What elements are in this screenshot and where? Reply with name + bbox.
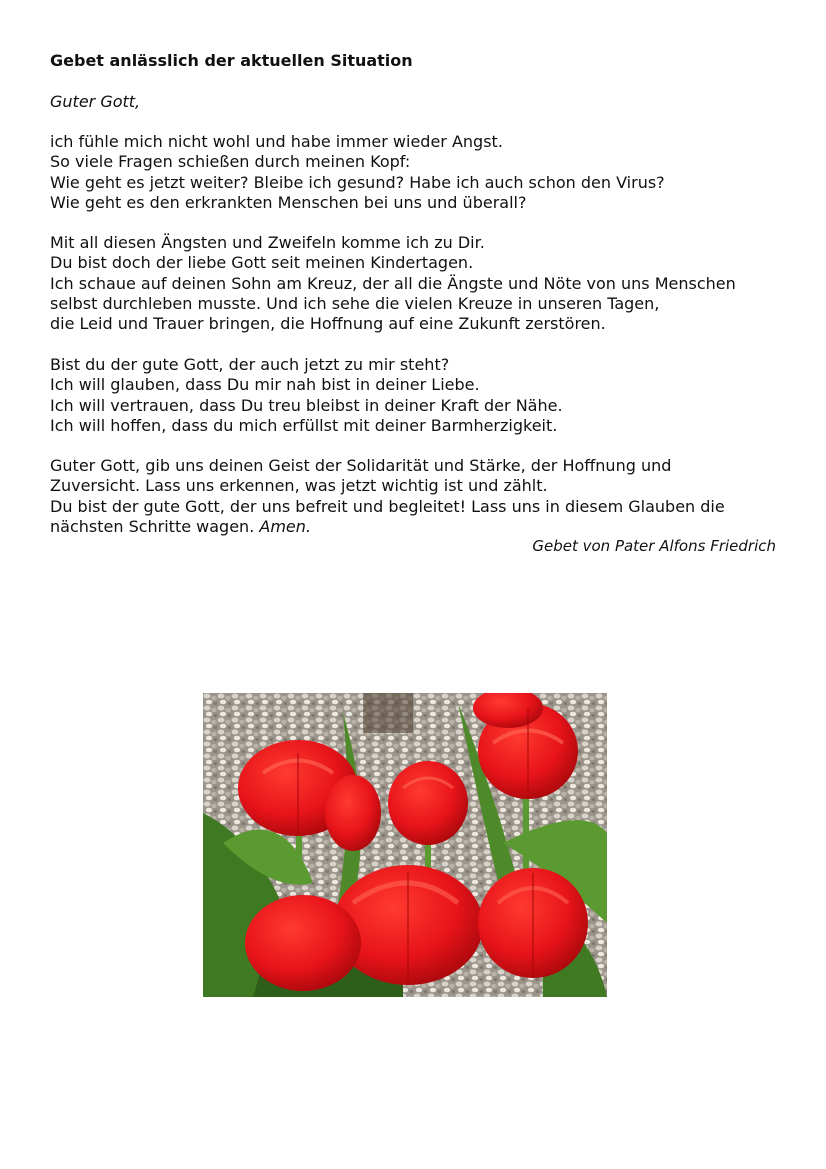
text-line: Ich will hoffen, dass du mich erfüllst mit deiner Barmherzigkeit.	[50, 415, 558, 435]
text-line: Du bist der gute Gott, der uns befreit und begleitet! Lass uns in diesem Glauben die	[50, 496, 725, 516]
text-line: Du bist doch der liebe Gott seit meinen Kindertagen.	[50, 253, 474, 273]
text-line: Mit all diesen Ängsten und Zweifeln komme ich zu Dir.	[50, 233, 485, 252]
text-line-content: nächsten Schritte wagen.	[50, 516, 255, 536]
tulips-illustration	[203, 693, 607, 997]
text-line: So viele Fragen schießen durch meinen Kopf:	[50, 152, 411, 172]
paragraph-3	[50, 355, 790, 436]
text-line: Ich schaue auf deinen Sohn am Kreuz, der all die Ängste und Nöte von uns Menschen	[50, 273, 736, 293]
text-line: selbst durchleben musste. Und ich sehe die vielen Kreuze in unseren Tagen,	[50, 293, 660, 313]
salutation: Guter Gott,	[50, 92, 141, 111]
tulips-photo	[203, 693, 607, 997]
last-text-line	[50, 517, 790, 537]
text-line: Ich will glauben, dass Du mir nah bist in deiner Liebe.	[50, 375, 480, 395]
text-line: Ich will vertrauen, dass Du treu bleibst in deiner Kraft der Nähe.	[50, 395, 563, 415]
text-line: Guter Gott, gib uns deinen Geist der Solidarität und Stärke, der Hoffnung und	[50, 456, 672, 475]
prayer-attribution: Gebet von Pater Alfons Friedrich	[532, 537, 776, 555]
text-line: die Leid und Trauer bringen, die Hoffnung auf eine Zukunft zerstören.	[50, 314, 606, 334]
text-line: ich fühle mich nicht wohl und habe immer wieder Angst.	[50, 132, 503, 151]
paragraph-1	[50, 132, 790, 213]
text-line: Bist du der gute Gott, der auch jetzt zu mir steht?	[50, 355, 450, 374]
document-title: Gebet anlässlich der aktuellen Situation	[50, 51, 413, 70]
paragraph-2	[50, 233, 790, 334]
text-line: Wie geht es den erkrankten Menschen bei uns und überall?	[50, 192, 527, 212]
amen-closing: Amen.	[259, 516, 311, 536]
paragraph-4	[50, 456, 790, 537]
text-line: Zuversicht. Lass uns erkennen, was jetzt wichtig ist und zählt.	[50, 476, 548, 496]
text-line: Wie geht es jetzt weiter? Bleibe ich gesund? Habe ich auch schon den Virus?	[50, 172, 665, 192]
